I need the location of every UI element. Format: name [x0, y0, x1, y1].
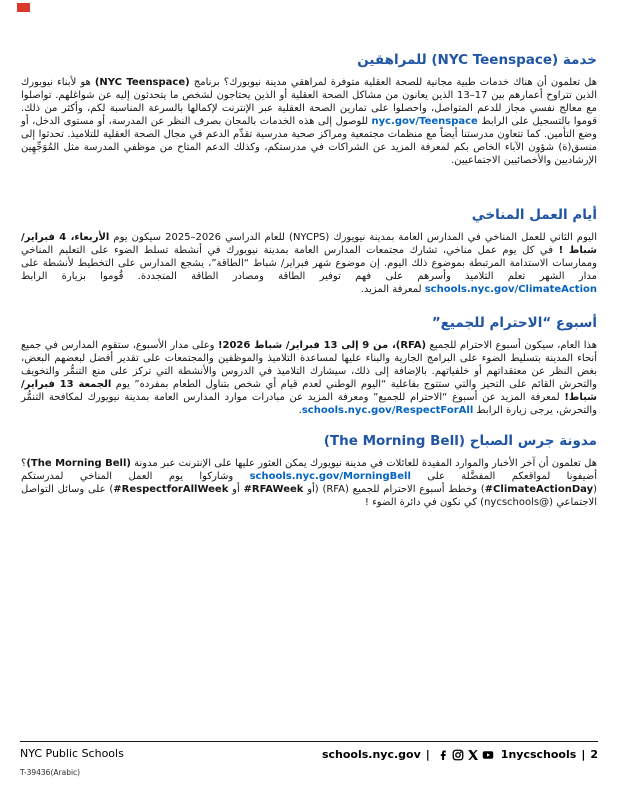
- morning-bell-name: (The Morning Bell): [26, 458, 131, 469]
- body-text: .: [298, 405, 302, 416]
- youtube-icon[interactable]: [482, 749, 494, 761]
- section-respect-for-all: [21, 315, 597, 417]
- body-text: وشاركوا يوم العمل المناخي لمدرستكم (: [21, 471, 598, 495]
- body-text: أو: [228, 484, 244, 495]
- body-text: ) على وسائل التواصل الاجتماعي (@nycschools) كي نكون في دائرة الضوء !: [21, 484, 597, 508]
- section-body-morning-bell: [21, 457, 597, 509]
- page-footer: [20, 741, 598, 777]
- body-text: للوصول إلى هذه الخدمات بالمجان بصرف النظر عن المدرسة، أو مستوى الدخل، أو وضع التأمين. كما تتعاون مدرستنا أيضاً مع منظمات مجتمعية ومراكز صحية مدرسية تقدِّم الدعم في مجال الصحة العقلية للتلاميذ. تحدثوا إلى منسق(ة) شؤون الآباء الخاص بكم لمعرفة المزيد عن الشراكات في مدرستكم، وكذلك الدعم المتاح من موظفي المدرسة مثل المُوَجِّهِين الإرشاديين والأخصائيين الاجتماعيين.: [21, 116, 597, 166]
- body-text: ) وخطط أسبوع الاحترام للجميع (RFA) (أو: [303, 484, 485, 495]
- teenspace-link[interactable]: nyc.gov/Teenspace: [371, 116, 478, 127]
- body-text: هذا العام، سيكون أسبوع الاحترام للجميع: [426, 340, 597, 351]
- section-body-teenspace: [21, 76, 597, 167]
- body-text: لمعرفة المزيد عن أسبوع “الاحترام للجميع” ومعرفة المزيد عن مبادرات موارد المدارس العامة بمدينة نيويورك لمكافحة التنمُّر والتحرش، يرجى زيارة الرابط: [21, 392, 597, 416]
- body-text: لمعرفة المزيد.: [360, 284, 425, 295]
- body-text: ؟ أضيفونا لمواقعكم المفضَّلة على: [21, 458, 597, 482]
- section-body-climate-action: [21, 231, 597, 296]
- instagram-icon[interactable]: [452, 749, 464, 761]
- footer-social-icons: [437, 749, 494, 761]
- footer-left: [20, 747, 124, 777]
- footer-site-link[interactable]: schools.nyc.gov: [321, 748, 421, 761]
- climate-action-date: الأربعاء، 4 فبراير/ شباط !: [21, 232, 597, 256]
- rfa-event-date: الجمعة 13 فبراير/ شباط!: [21, 379, 597, 403]
- hashtag-climate-action-day: #ClimateActionDay: [484, 484, 594, 495]
- body-text: هو لأبناء نيويورك الذين تتراوح أعمارهم بين 13‎–‎17 الذين يعانون من مشاكل الصحة العقلية أو الذين يحتاجون لشخص ما يتحدثون إليه عن شواغلهم. تواصلوا مع معالج نفسي مجاز للدعم المتواصل، واحصلوا على تمارين الصحة العقلية عبر الإنترنت لإكمالها بالسرعة المناسبة لكم، وأكثر من ذلك. قوموا بالتسجيل على الرابط: [21, 77, 598, 127]
- footer-org-name: NYC Public Schools: [20, 747, 124, 760]
- section-heading-respect-for-all: أسبوع “الاحترام للجميع”: [431, 315, 597, 331]
- section-morning-bell: [21, 433, 597, 509]
- hashtag-rfa-week: #RFAWeek: [243, 484, 304, 495]
- section-teenspace: [21, 52, 597, 167]
- teenspace-program-name: (NYC Teenspace): [94, 77, 190, 88]
- footer-document-id: T-39436(Arabic): [20, 768, 81, 777]
- footer-separator: |: [581, 748, 586, 761]
- footer-social-handle[interactable]: 1nycschools: [500, 748, 577, 761]
- facebook-icon[interactable]: [437, 749, 449, 761]
- body-text: اليوم الثاني للعمل المناخي في المدارس العامة بمدينة نيويورك (NYCPS) للعام الدراسي 2025‎–‎2026 سيكون يوم: [109, 232, 597, 243]
- footer-right: [322, 747, 598, 761]
- climate-action-link[interactable]: schools.nyc.gov/ClimateAction: [424, 284, 597, 295]
- section-climate-action: [21, 207, 597, 296]
- body-text: هل تعلمون أن آخر الأخبار والموارد المفيدة للعائلات في مدينة نيويورك يمكن العثور عليها على الإنترنت عبر مدونة: [130, 458, 597, 469]
- body-text: هل تعلمون أن هناك خدمات طبية مجانية للصحة العقلية متوفرة لمراهقي مدينة نيويورك؟ برنامج: [189, 77, 598, 88]
- section-heading-teenspace: خدمة (NYC Teenspace) للمراهقين: [357, 52, 597, 68]
- footer-page-number: 2: [590, 748, 598, 761]
- section-body-respect-for-all: [21, 339, 597, 417]
- body-text: في كل يوم عمل مناخي، تشارك مجتمعات المدارس العامة بمدينة نيويورك في أنشطة تسلط الضوء على التعليم المناخي وممارسات الاستدامة المرتبطة بموضوع ذلك اليوم. إن موضوع شهر فبراير/ شباط “الطاقة”، يشجع المدارس على التخطيط لأنشطة على مدار الشهر تعلم التلاميذ وأسرهم على فهم توفير الطاقة ومصادر الطاقة المتجددة. قُوموا بزيارة الرابط: [21, 245, 597, 282]
- morning-bell-link[interactable]: schools.nyc.gov/MorningBell: [249, 471, 411, 482]
- rfa-week-dates: (RFA)، من 9 إلى 13 فبراير/ شباط 2026!: [217, 340, 427, 351]
- respect-for-all-link[interactable]: schools.nyc.gov/RespectForAll: [301, 405, 474, 416]
- body-text: وعلى مدار الأسبوع، ستقوم المدارس في جميع أنحاء المدينة بتسليط الضوء على البرامج الجارية والبناء عليها لمساعدة التلاميذ والموظفين والمجتمعات على تقدير أفضل لبعضهم البعض، بغض النظر عن معتقداتهم أو خلفياتهم. بالإضافة إلى ذلك، سيشارك التلاميذ في الدروس والأنشطة التي تركز على منع التنمُّر والتخويف والتحرش القائم على التحيز والتي ستتوج بفاعلية “اليوم الوطني لعدم قيام أي شخص بتناول الطعام بمفرده” يوم: [21, 340, 597, 390]
- footer-separator: |: [425, 748, 430, 761]
- section-heading-climate-action: أيام العمل المناخي: [471, 207, 597, 223]
- hashtag-respect-for-all-week: #RespectforAllWeek: [113, 484, 229, 495]
- x-icon[interactable]: [467, 749, 479, 761]
- section-heading-morning-bell: مدونة جرس الصباح (The Morning Bell): [323, 433, 597, 449]
